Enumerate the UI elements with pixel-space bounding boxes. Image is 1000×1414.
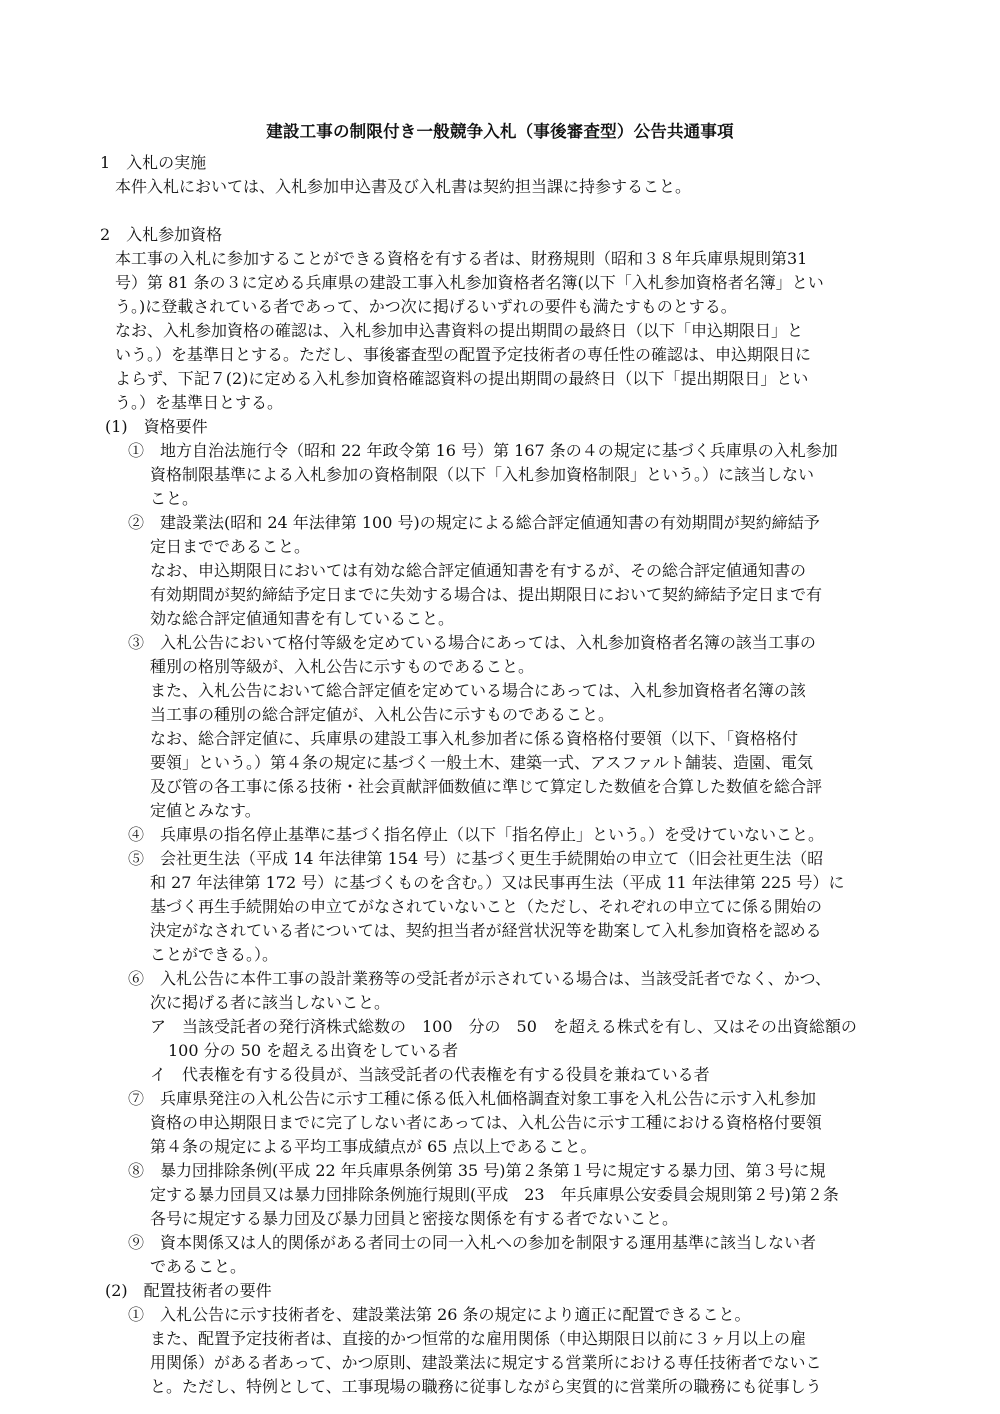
document-title: 建設工事の制限付き一般競争入札（事後審査型）公告共通事項 xyxy=(266,122,734,141)
text-line: と。ただし、特例として、工事現場の職務に従事しながら実質的に営業所の職務にも従事しう xyxy=(150,1377,822,1396)
text-line: う。)に登載されている者であって、かつ次に掲げるいずれの要件も満たすものとする。 xyxy=(115,297,737,316)
text-line: ⑧ 暴力団排除条例(平成 22 年兵庫県条例第 35 号)第２条第１号に規定する暴力団、第３号に規 xyxy=(128,1161,826,1180)
text-line: 定日までであること。 xyxy=(150,537,311,556)
text-line: 次に掲げる者に該当しないこと。 xyxy=(150,993,391,1012)
text-line: であること。 xyxy=(150,1257,247,1276)
text-line: 要領」という。）第４条の規定に基づく一般土木、建築一式、アスファルト舗装、造園、電気 xyxy=(150,753,814,772)
text-line: 号）第 81 条の３に定める兵庫県の建設工事入札参加資格者名簿(以下「入札参加資格者名簿」とい xyxy=(115,273,824,292)
text-line: よらず、下記７(2)に定める入札参加資格確認資料の提出期間の最終日（以下「提出期限日」とい xyxy=(115,369,809,388)
text-line: また、配置予定技術者は、直接的かつ恒常的な雇用関係（申込期限日以前に３ヶ月以上の雇 xyxy=(150,1329,807,1348)
text-line: ⑤ 会社更生法（平成 14 年法律第 154 号）に基づく更生手続開始の申立て（旧会社更生法（昭 xyxy=(128,849,824,868)
text-line: 基づく再生手続開始の申立てがなされていないこと（ただし、それぞれの申立てに係る開始の xyxy=(150,897,823,916)
text-line: ① 入札公告に示す技術者を、建設業法第 26 条の規定により適正に配置できること。 xyxy=(128,1305,751,1324)
text-line: 本件入札においては、入札参加申込書及び入札書は契約担当課に持参すること。 xyxy=(115,177,692,196)
text-line: ③ 入札公告において格付等級を定めている場合にあっては、入札参加資格者名簿の該当工事の xyxy=(128,633,816,652)
text-line: 100 分の 50 を超える出資をしている者 xyxy=(168,1041,459,1060)
text-line: 用関係）がある者あって、かつ原則、建設業法に規定する営業所における専任技術者でないこ xyxy=(150,1353,822,1372)
text-line: 2 入札参加資格 xyxy=(100,225,223,244)
text-line: いう。）を基準日とする。ただし、事後審査型の配置予定技術者の専任性の確認は、申込期限日に xyxy=(115,345,812,364)
text-line: なお、総合評定値に、兵庫県の建設工事入札参加者に係る資格格付要領（以下、「資格格付 xyxy=(150,729,799,748)
text-line: 種別の格別等級が、入札公告に示すものであること。 xyxy=(150,657,535,676)
text-line: 本工事の入札に参加することができる資格を有する者は、財務規則（昭和３８年兵庫県規則第31 xyxy=(115,249,808,268)
text-line: (2) 配置技術者の要件 xyxy=(105,1281,272,1300)
text-line: 定値とみなす。 xyxy=(150,801,261,820)
text-line: 資格の申込期限日までに完了しない者にあっては、入札公告に示す工種における資格格付要領 xyxy=(150,1113,822,1132)
text-line: ことができる。）。 xyxy=(150,945,279,964)
text-line: ⑥ 入札公告に本件工事の設計業務等の受託者が示されている場合は、当該受託者でなく、かつ、 xyxy=(128,969,832,988)
text-line: 1 入札の実施 xyxy=(100,153,207,172)
text-line: 決定がなされている者については、契約担当者が経営状況等を勘案して入札参加資格を認める xyxy=(150,921,822,940)
text-line: 各号に規定する暴力団及び暴力団員と密接な関係を有する者でないこと。 xyxy=(150,1209,679,1228)
text-line: 有効期間が契約締結予定日までに失効する場合は、提出期限日において契約締結予定日まで有 xyxy=(150,585,823,604)
text-line: ⑨ 資本関係又は人的関係がある者同士の同一入札への参加を制限する運用基準に該当しない者 xyxy=(128,1233,817,1252)
text-line: ① 地方自治法施行令（昭和 22 年政令第 16 号）第 167 条の４の規定に基づく兵庫県の入札参加 xyxy=(128,441,838,460)
text-line: また、入札公告において総合評定値を定めている場合にあっては、入札参加資格者名簿の該 xyxy=(150,681,806,700)
text-line: なお、入札参加資格の確認は、入札参加申込書資料の提出期間の最終日（以下「申込期限日」と xyxy=(115,321,804,340)
text-line: ④ 兵庫県の指名停止基準に基づく指名停止（以下「指名停止」という。）を受けていないこと。 xyxy=(128,825,825,844)
text-line: こと。 xyxy=(150,489,199,508)
text-line: ② 建設業法(昭和 24 年法律第 100 号)の規定による総合評定値通知書の有効期間が契約締結予 xyxy=(128,513,820,532)
text-line: (1) 資格要件 xyxy=(105,417,208,436)
text-line: ⑦ 兵庫県発注の入札公告に示す工種に係る低入札価格調査対象工事を入札公告に示す入札参加 xyxy=(128,1089,817,1108)
text-line: 和 27 年法律第 172 号）に基づくものを含む。）又は民事再生法（平成 11 年法律第 225 号）に xyxy=(150,873,845,892)
text-line: ア 当該受託者の発行済株式総数の 100 分の 50 を超える株式を有し、又はその出資総額の xyxy=(150,1017,857,1036)
text-line: なお、申込期限日においては有効な総合評定値通知書を有するが、その総合評定値通知書の xyxy=(150,561,807,580)
text-line: 効な総合評定値通知書を有していること。 xyxy=(150,609,455,628)
text-line: 第４条の規定による平均工事成績点が 65 点以上であること。 xyxy=(150,1137,597,1156)
text-line: 資格制限基準による入札参加の資格制限（以下「入札参加資格制限」という。）に該当しない xyxy=(150,465,815,484)
text-line: 定する暴力団員又は暴力団排除条例施行規則(平成 23 年兵庫県公安委員会規則第２号)第２条 xyxy=(150,1185,839,1204)
text-line: 及び管の各工事に係る技術・社会貢献評価数値に準じて算定した数値を合算した数値を総合評 xyxy=(150,777,823,796)
text-line: う。）を基準日とする。 xyxy=(115,393,284,412)
text-line: イ 代表権を有する役員が、当該受託者の代表権を有する役員を兼ねている者 xyxy=(150,1065,710,1084)
text-line: 当工事の種別の総合評定値が、入札公告に示すものであること。 xyxy=(150,705,615,724)
